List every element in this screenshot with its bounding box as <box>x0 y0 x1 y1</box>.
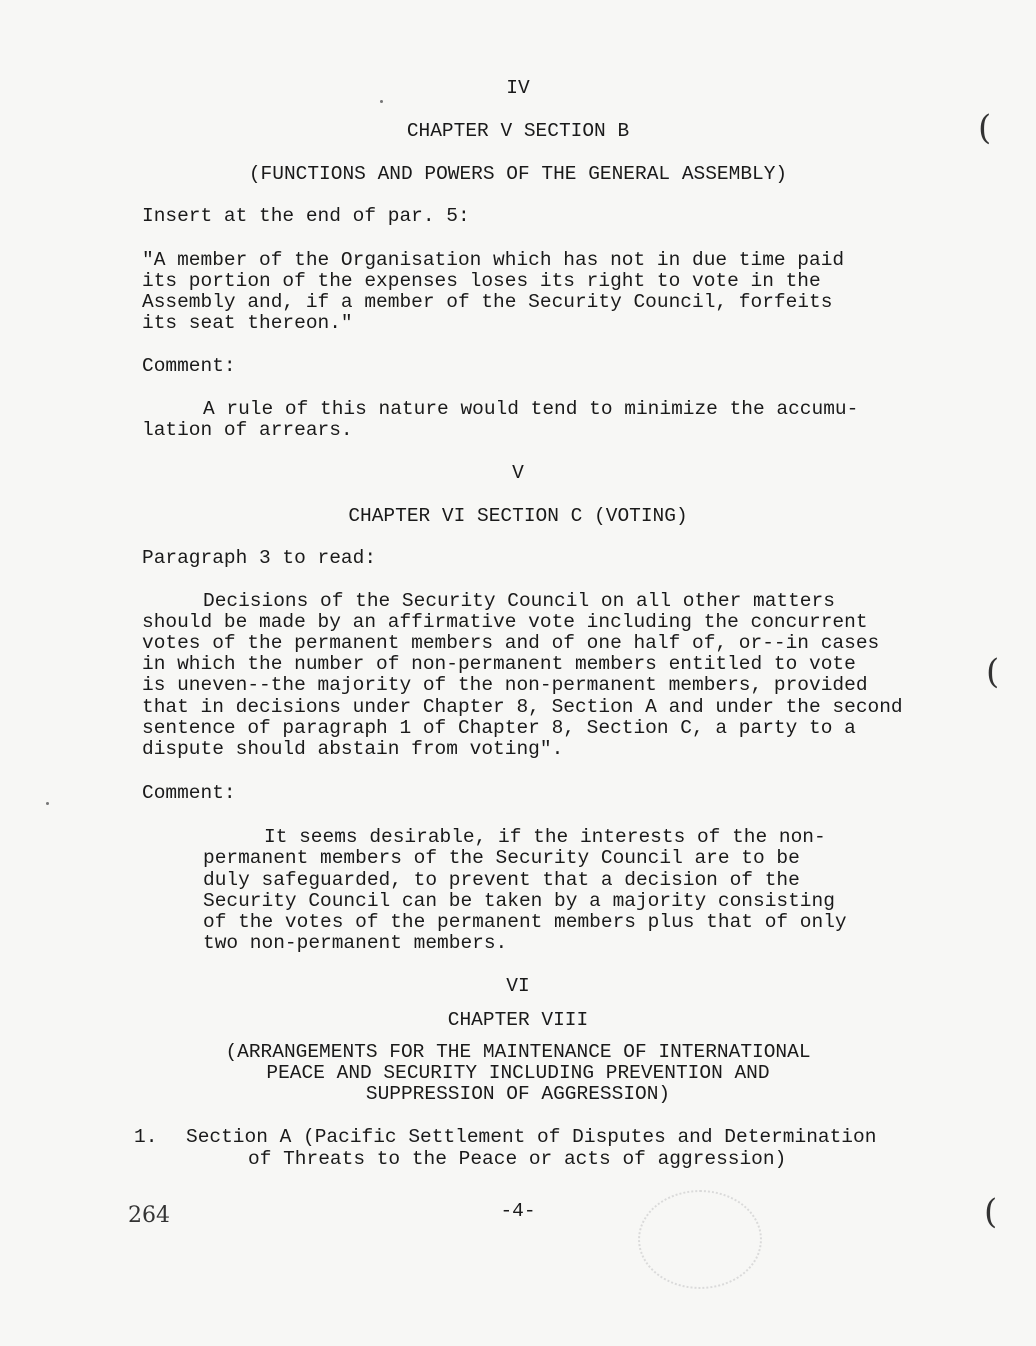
quote-line: its seat thereon." <box>142 312 353 334</box>
body-line: Decisions of the Security Council on all other matters <box>203 590 835 612</box>
body-line: votes of the permanent members and of one half of, or--in cases <box>142 632 880 654</box>
section-iv-comment-line: lation of arrears. <box>142 419 353 441</box>
library-stamp <box>638 1190 762 1289</box>
section-vi-subheading-line: (ARRANGEMENTS FOR THE MAINTENANCE OF INTERNATIONAL <box>225 1041 811 1063</box>
scan-speck <box>46 802 49 805</box>
section-iv-instruction: Insert at the end of par. 5: <box>142 205 470 227</box>
section-v-numeral: V <box>512 462 524 484</box>
item-number: 1. <box>134 1126 158 1148</box>
item-line: of Threats to the Peace or acts of aggression) <box>248 1148 787 1170</box>
section-v-comment-label: Comment: <box>142 782 236 804</box>
section-iv-subheading: (FUNCTIONS AND POWERS OF THE GENERAL ASSEMBLY) <box>248 163 788 185</box>
body-line: is uneven--the majority of the non-permanent members, provided <box>142 674 868 696</box>
section-v-heading: CHAPTER VI SECTION C (VOTING) <box>348 505 688 527</box>
body-line: that in decisions under Chapter 8, Section A and under the second <box>142 696 903 718</box>
binder-hole-mark: ( <box>978 108 992 148</box>
body-line: dispute should abstain from voting". <box>142 738 564 760</box>
section-iv-heading: CHAPTER V SECTION B <box>406 120 630 142</box>
body-line: sentence of paragraph 1 of Chapter 8, Section C, a party to a <box>142 717 856 739</box>
quote-line: its portion of the expenses loses its right to vote in the <box>142 270 821 292</box>
quote-line: Assembly and, if a member of the Security Council, forfeits <box>142 291 833 313</box>
binder-hole-mark: ( <box>986 652 1000 692</box>
section-vi-heading: CHAPTER VIII <box>447 1009 589 1031</box>
section-vi-subheading-line: PEACE AND SECURITY INCLUDING PREVENTION AND <box>266 1062 770 1084</box>
comment-line: duly safeguarded, to prevent that a decision of the <box>203 869 800 891</box>
body-line: in which the number of non-permanent members entitled to vote <box>142 653 856 675</box>
section-vi-numeral: VI <box>506 975 530 997</box>
scan-speck <box>380 100 383 103</box>
item-line: Section A (Pacific Settlement of Disputes and Determination <box>186 1126 877 1148</box>
quote-line: "A member of the Organisation which has not in due time paid <box>142 249 845 271</box>
comment-line: of the votes of the permanent members plus that of only <box>203 911 847 933</box>
section-v-instruction: Paragraph 3 to read: <box>142 547 377 569</box>
page-number: -4- <box>500 1200 536 1222</box>
comment-line: two non-permanent members. <box>203 932 508 954</box>
comment-line: permanent members of the Security Council are to be <box>203 847 800 869</box>
section-vi-subheading-line: SUPPRESSION OF AGGRESSION) <box>365 1083 671 1105</box>
body-line: should be made by an affirmative vote including the concurrent <box>142 611 868 633</box>
comment-line: Security Council can be taken by a majority consisting <box>203 890 835 912</box>
section-iv-numeral: IV <box>506 77 530 99</box>
binder-hole-mark: ( <box>984 1192 998 1232</box>
section-iv-comment-label: Comment: <box>142 355 236 377</box>
comment-line: It seems desirable, if the interests of the non- <box>264 826 826 848</box>
handwritten-number: 264 <box>128 1203 170 1228</box>
section-iv-comment-line: A rule of this nature would tend to minimize the accumu- <box>203 398 859 420</box>
